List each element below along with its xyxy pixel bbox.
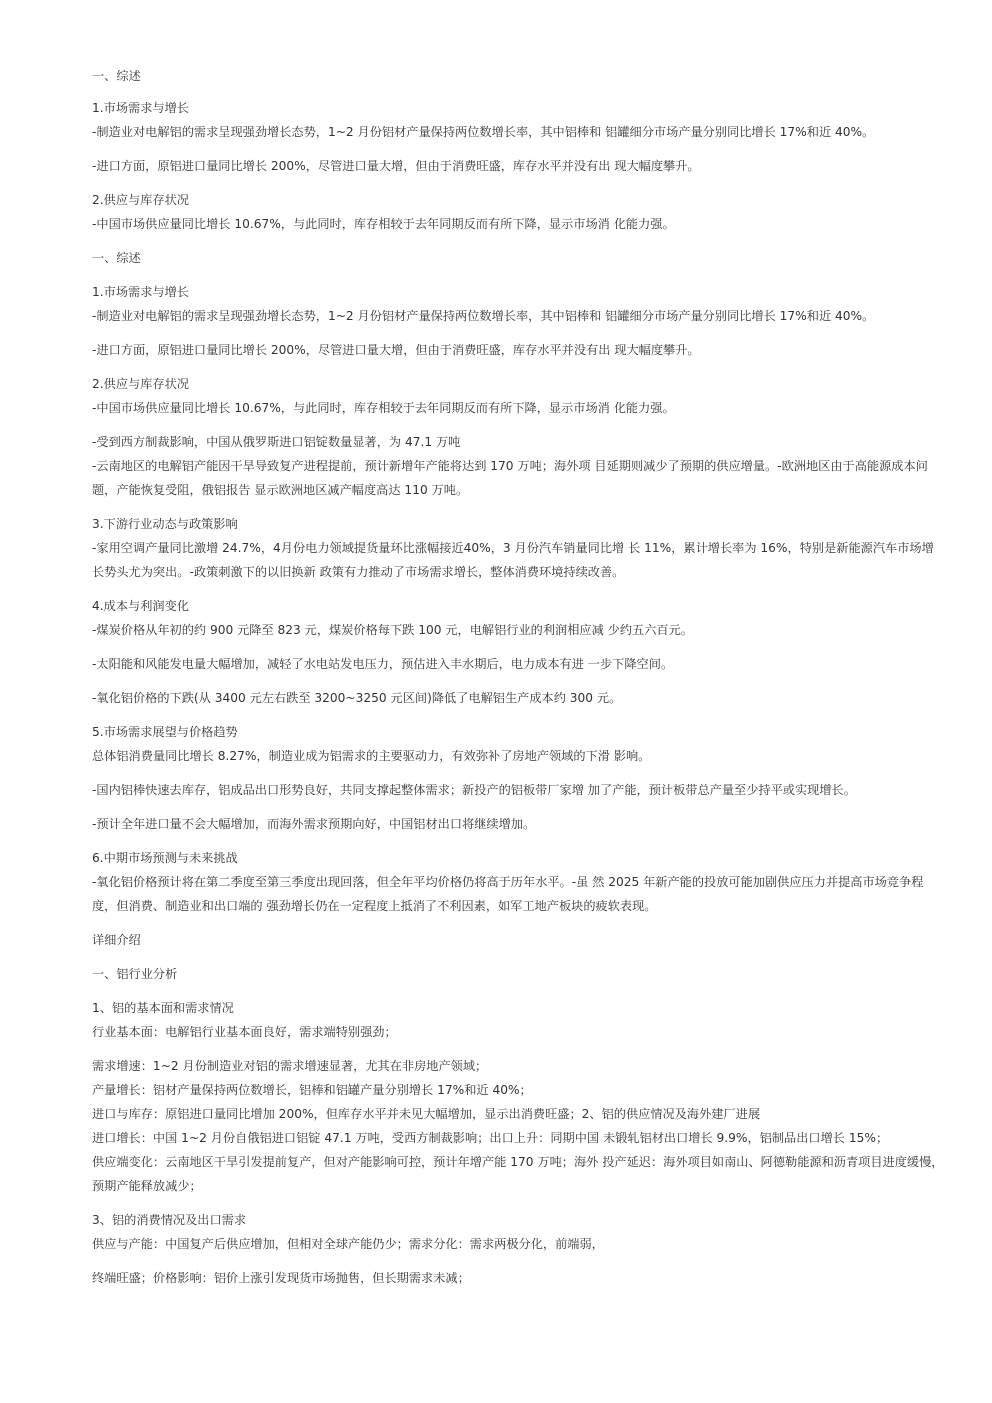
text-line: -氧化铝价格的下跌(从 3400 元左右跌至 3200~3250 元区间)降低了电解铝生产成本约 300 元。 bbox=[92, 691, 622, 705]
text-line: -云南地区的电解铝产能因干旱导致复产进程提前，预计新增年产能将达到 170 万吨；海外项 目延期则减少了预期的供应增量。-欧洲地区由于高能源成本问题，产能恢复受阻，俄铝报告 显示欧洲地区减产幅度高达 110 万吨。 bbox=[92, 459, 928, 497]
text-line: 供应端变化：云南地区干旱引发提前复产，但对产能影响可控，预计年增产能 170 万吨；海外 投产延迟：海外项目如南山、阿德勒能源和沥青项目进度缓慢，预期产能释放减少； bbox=[92, 1155, 944, 1193]
text-line: -中国市场供应量同比增长 10.67%，与此同时，库存相较于去年同期反而有所下降，显示市场消 化能力强。 bbox=[92, 401, 675, 415]
text-line: 1、铝的基本面和需求情况 bbox=[92, 1001, 234, 1015]
paragraph bbox=[92, 928, 944, 952]
paragraph bbox=[92, 720, 944, 768]
paragraph bbox=[92, 812, 944, 836]
paragraph bbox=[92, 154, 944, 178]
text-line: 5.市场需求展望与价格趋势 bbox=[92, 725, 238, 739]
text-line: 1.市场需求与增长 bbox=[92, 285, 189, 299]
text-line: -受到西方制裁影响，中国从俄罗斯进口铝锭数量显著，为 47.1 万吨 bbox=[92, 435, 461, 449]
paragraph bbox=[92, 686, 944, 710]
text-line: -进口方面，原铝进口量同比增长 200%，尽管进口量大增，但由于消费旺盛，库存水平并没有出 现大幅度攀升。 bbox=[92, 343, 700, 357]
text-line: 1.市场需求与增长 bbox=[92, 101, 189, 115]
text-line: 行业基本面：电解铝行业基本面良好，需求端特别强劲； bbox=[92, 1025, 397, 1039]
paragraph bbox=[92, 846, 944, 918]
text-line: 详细介绍 bbox=[92, 933, 141, 947]
text-line: -氧化铝价格预计将在第二季度至第三季度出现回落，但全年平均价格仍将高于历年水平。-虽 然 2025 年新产能的投放可能加剧供应压力并提高市场竞争程度，但消费、制造业和出口端的 强劲增长仍在一定程度上抵消了不利因素，如军工地产板块的疲软表现。 bbox=[92, 875, 924, 913]
text-line: -太阳能和风能发电量大幅增加，减轻了水电站发电压力，预估进入丰水期后，电力成本有进 一步下降空间。 bbox=[92, 657, 674, 671]
paragraph bbox=[92, 1266, 944, 1290]
text-line: 2.供应与库存状况 bbox=[92, 377, 189, 391]
paragraph bbox=[92, 512, 944, 584]
text-line: 3.下游行业动态与政策影响 bbox=[92, 517, 238, 531]
document-body bbox=[92, 64, 944, 1290]
text-line: -中国市场供应量同比增长 10.67%，与此同时，库存相较于去年同期反而有所下降，显示市场消 化能力强。 bbox=[92, 217, 675, 231]
paragraph bbox=[92, 778, 944, 802]
text-line: -预计全年进口量不会大幅增加，而海外需求预期向好，中国铝材出口将继续增加。 bbox=[92, 817, 536, 831]
paragraph bbox=[92, 1208, 944, 1256]
text-line: 6.中期市场预测与未来挑战 bbox=[92, 851, 238, 865]
text-line: 进口增长：中国 1~2 月份自俄铝进口铝锭 47.1 万吨，受西方制裁影响；出口上升：同期中国 未锻轧铝材出口增长 9.9%，铝制品出口增长 15%； bbox=[92, 1131, 889, 1145]
text-line: 一、铝行业分析 bbox=[92, 967, 178, 981]
text-line: -制造业对电解铝的需求呈现强劲增长态势，1~2 月份铝材产量保持两位数增长率，其中铝棒和 铝罐细分市场产量分别同比增长 17%和近 40%。 bbox=[92, 125, 875, 139]
paragraph bbox=[92, 280, 944, 328]
text-line: 总体铝消费量同比增长 8.27%，制造业成为铝需求的主要驱动力，有效弥补了房地产领域的下滑 影响。 bbox=[92, 749, 651, 763]
paragraph bbox=[92, 96, 944, 144]
paragraph bbox=[92, 246, 944, 270]
text-line: 3、铝的消费情况及出口需求 bbox=[92, 1213, 247, 1227]
text-line: 进口与库存：原铝进口量同比增加 200%，但库存水平并未见大幅增加，显示出消费旺盛；2、铝的供应情况及海外建厂进展 bbox=[92, 1107, 761, 1121]
text-line: -国内铝棒快速去库存，铝成品出口形势良好，共同支撑起整体需求；新投产的铝板带厂家增 加了产能，预计板带总产量至少持平或实现增长。 bbox=[92, 783, 856, 797]
text-line: -进口方面，原铝进口量同比增长 200%，尽管进口量大增，但由于消费旺盛，库存水平并没有出 现大幅度攀升。 bbox=[92, 159, 700, 173]
text-line: 一、综述 bbox=[92, 251, 141, 265]
text-line: 4.成本与利润变化 bbox=[92, 599, 189, 613]
text-line: -制造业对电解铝的需求呈现强劲增长态势，1~2 月份铝材产量保持两位数增长率，其中铝棒和 铝罐细分市场产量分别同比增长 17%和近 40%。 bbox=[92, 309, 875, 323]
paragraph bbox=[92, 64, 944, 88]
text-line: 供应与产能：中国复产后供应增加，但相对全球产能仍少；需求分化：需求两极分化，前端弱， bbox=[92, 1237, 604, 1251]
paragraph bbox=[92, 430, 944, 502]
text-line: 产量增长：铝材产量保持两位数增长，铝棒和铝罐产量分别增长 17%和近 40%； bbox=[92, 1083, 532, 1097]
text-line: -煤炭价格从年初的约 900 元降至 823 元，煤炭价格每下跌 100 元，电解铝行业的利润相应减 少约五六百元。 bbox=[92, 623, 693, 637]
paragraph bbox=[92, 188, 944, 236]
text-line: -家用空调产量同比激增 24.7%，4月份电力领域提货量环比涨幅接近40%，3 月份汽车销量同比增 长 11%，累计增长率为 16%，特别是新能源汽车市场增长势头尤为突出。-政策刺激下的以旧换新 政策有力推动了市场需求增长，整体消费环境持续改善。 bbox=[92, 541, 934, 579]
paragraph bbox=[92, 962, 944, 986]
paragraph bbox=[92, 996, 944, 1044]
text-line: 需求增速：1~2 月份制造业对铝的需求增速显著，尤其在非房地产领域； bbox=[92, 1059, 488, 1073]
paragraph bbox=[92, 594, 944, 642]
text-line: 终端旺盛；价格影响：铝价上涨引发现货市场抛售，但长期需求未减； bbox=[92, 1271, 470, 1285]
paragraph bbox=[92, 652, 944, 676]
paragraph bbox=[92, 338, 944, 362]
paragraph bbox=[92, 372, 944, 420]
text-line: 一、综述 bbox=[92, 69, 141, 83]
text-line: 2.供应与库存状况 bbox=[92, 193, 189, 207]
paragraph bbox=[92, 1054, 944, 1198]
